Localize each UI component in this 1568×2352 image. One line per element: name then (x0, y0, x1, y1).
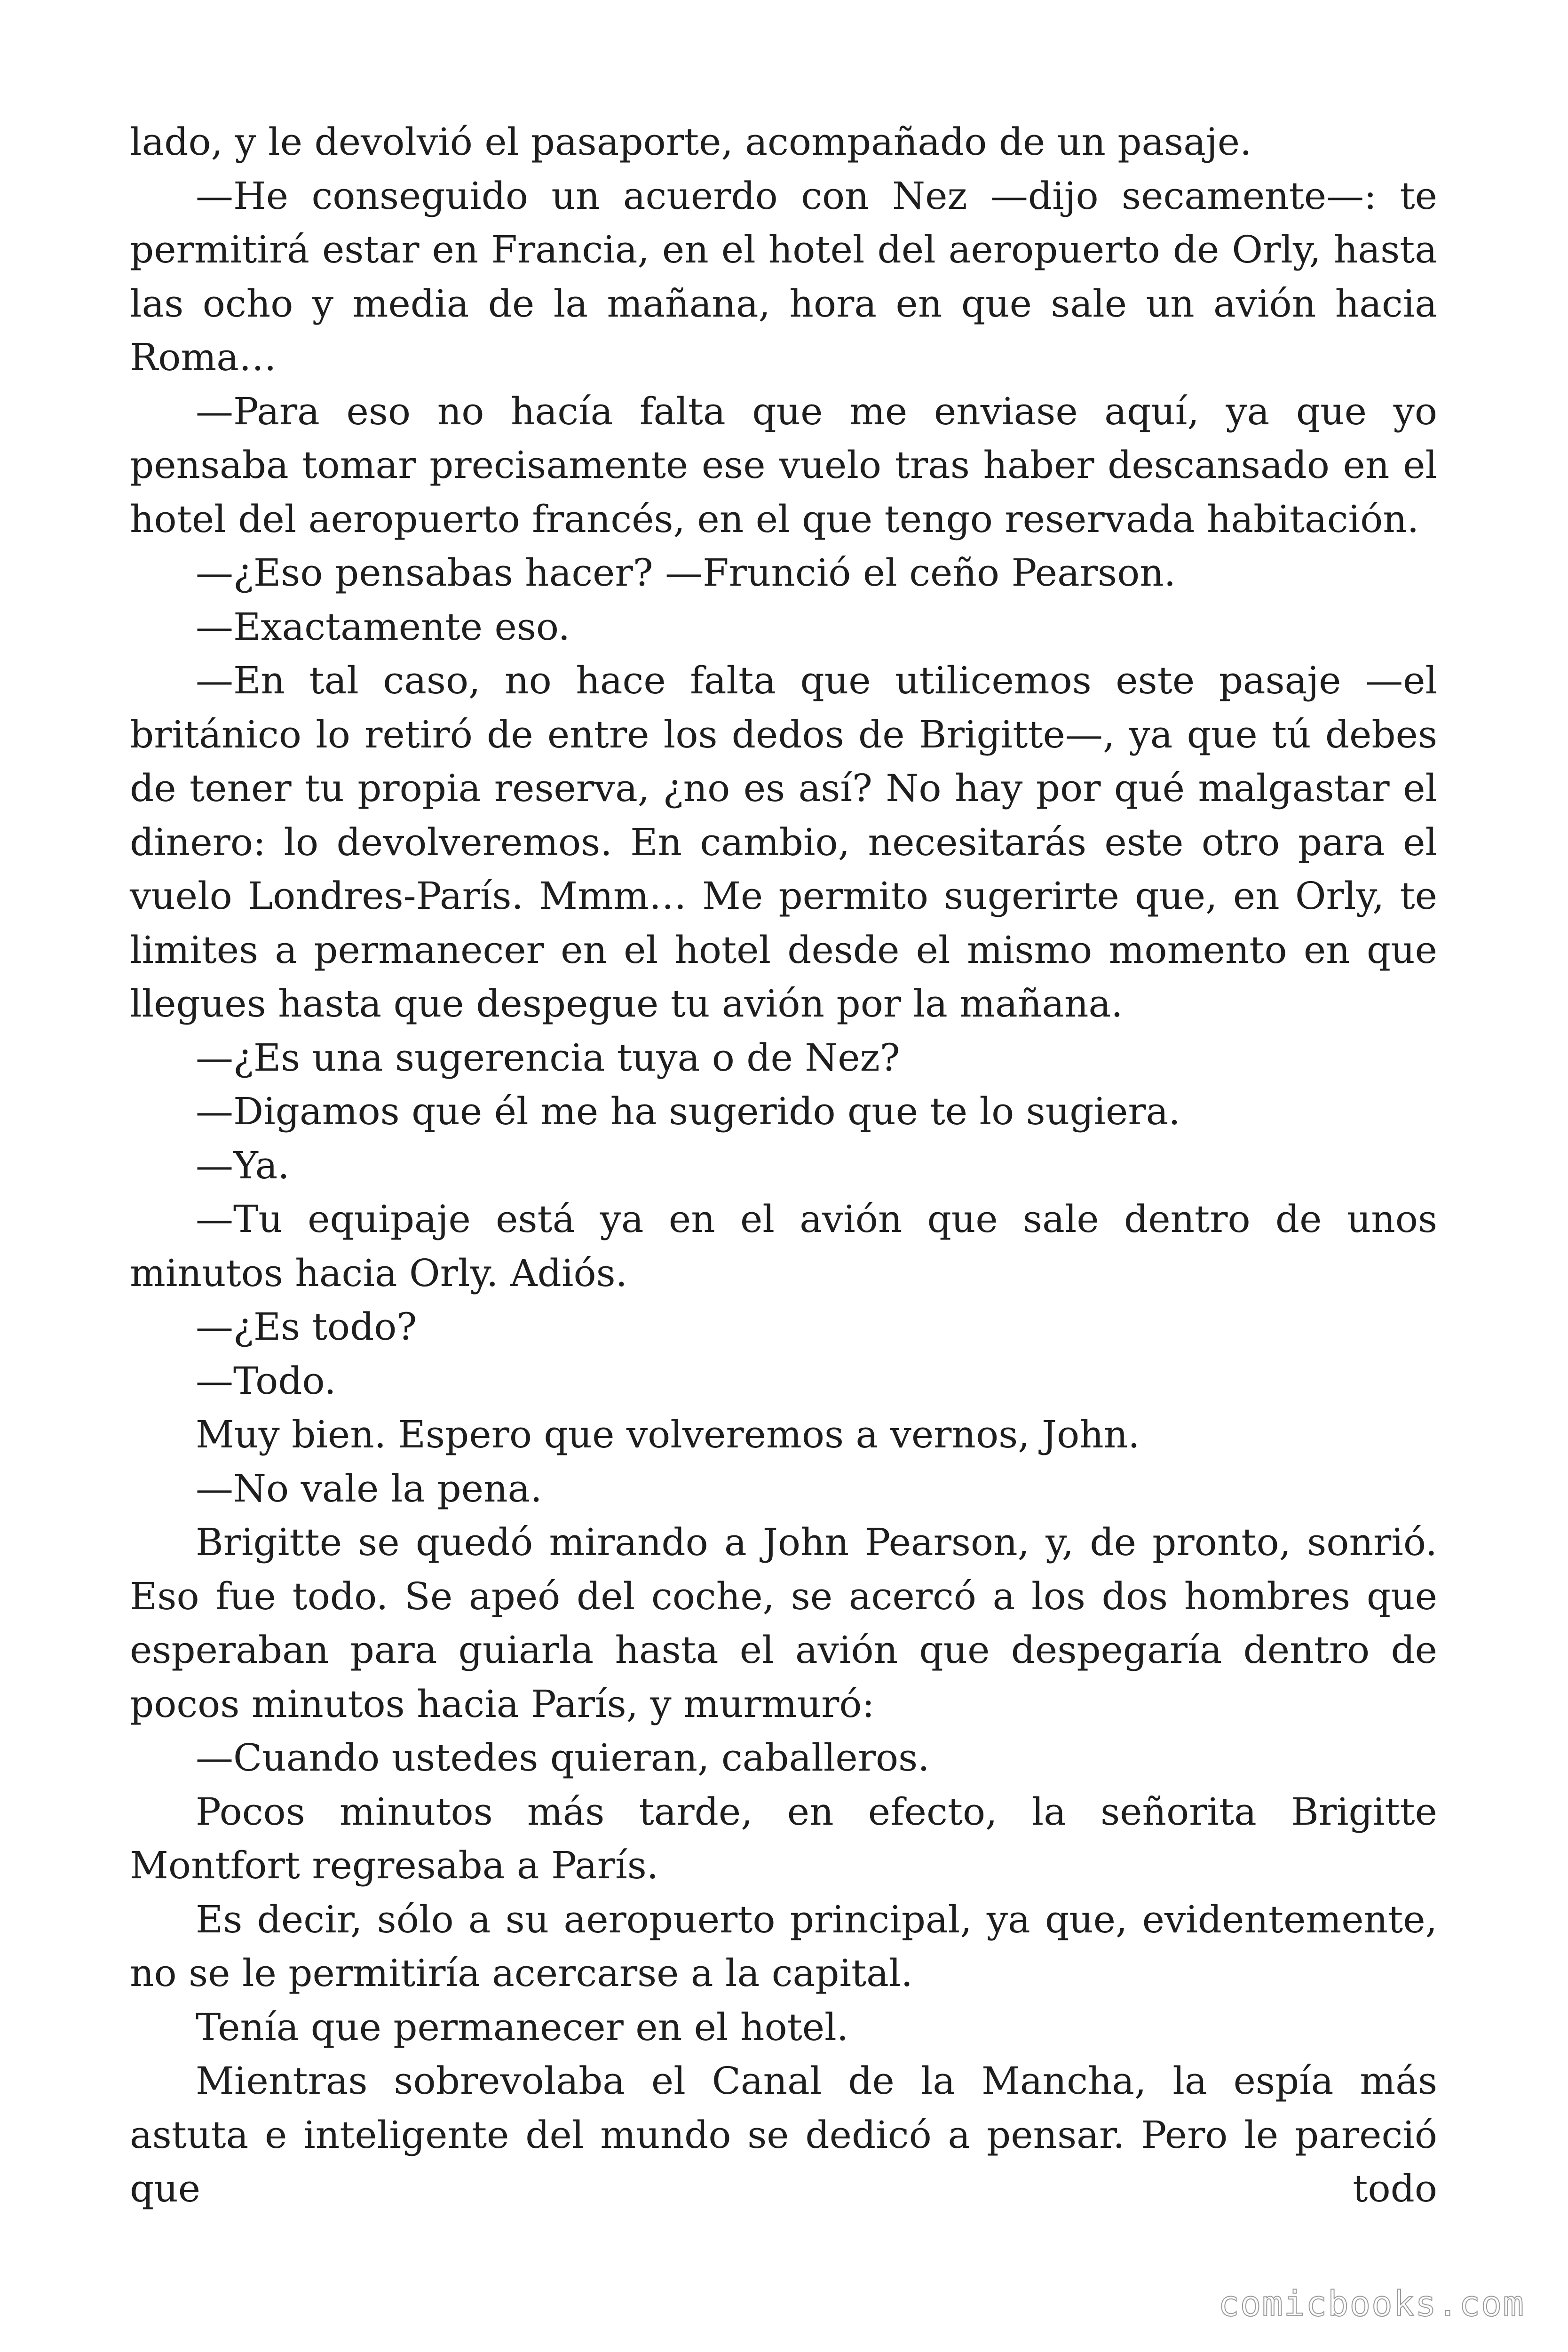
paragraph: —¿Es una sugerencia tuya o de Nez? (196, 1035, 900, 1080)
paragraph: —¿Es todo? (196, 1305, 417, 1349)
paragraph: Es decir, sólo a su aeropuerto principal, ya que, evidentemente, no se le permitiría acercarse a la capital. (130, 1897, 1437, 1995)
paragraph: —¿Eso pensabas hacer? —Frunció el ceño Pearson. (196, 551, 1176, 595)
paragraph: Mientras sobrevolaba el Canal de la Mancha, la espía más astuta e inteligente del mundo se dedicó a pensar. Pero le pareció que todo (130, 2059, 1437, 2210)
page-text (130, 115, 1437, 2216)
site-watermark: comicbooks.com (1218, 2284, 1525, 2324)
paragraph: —Digamos que él me ha sugerido que te lo sugiera. (196, 1089, 1180, 1133)
paragraph: —No vale la pena. (196, 1466, 542, 1510)
paragraph: —Para eso no hacía falta que me enviase aquí, ya que yo pensaba tomar precisamente ese vuelo tras haber descansado en el hotel del aeropuerto francés, en el que tengo reservada habitación. (130, 389, 1437, 541)
paragraph: —He conseguido un acuerdo con Nez —dijo secamente—: te permitirá estar en Francia, en el hotel del aeropuerto de Orly, hasta las ocho y media de la mañana, hora en que sale un avión hacia Roma… (130, 174, 1437, 379)
paragraph: Pocos minutos más tarde, en efecto, la señorita Brigitte Montfort regresaba a París. (130, 1789, 1437, 1887)
paragraph: lado, y le devolvió el pasaporte, acompañado de un pasaje. (130, 120, 1252, 164)
paragraph: —Ya. (196, 1143, 290, 1187)
paragraph: —Tu equipaje está ya en el avión que sale dentro de unos minutos hacia Orly. Adiós. (130, 1197, 1437, 1295)
paragraph: —En tal caso, no hace falta que utilicemos este pasaje —el británico lo retiró de entre los dedos de Brigitte—, ya que tú debes de tener tu propia reserva, ¿no es así? No hay por qué malgastar el dinero: lo devolveremos. En cambio, necesitarás este otro para el vuelo Londres-París. Mmm… Me permito sugerirte que, en Orly, te limites a permanecer en el hotel desde el mismo momento en que llegues hasta que despegue tu avión por la mañana. (130, 659, 1437, 1025)
paragraph: —Exactamente eso. (196, 604, 570, 649)
paragraph: —Cuando ustedes quieran, caballeros. (196, 1736, 930, 1780)
paragraph: Brigitte se quedó mirando a John Pearson, y, de pronto, sonrió. Eso fue todo. Se apeó del coche, se acercó a los dos hombres que esperaban para guiarla hasta el avión que despegaría dentro de pocos minutos hacia París, y murmuró: (130, 1520, 1437, 1726)
paragraph: Tenía que permanecer en el hotel. (196, 2005, 849, 2049)
paragraph: Muy bien. Espero que volveremos a vernos, John. (196, 1413, 1140, 1456)
paragraph: —Todo. (196, 1359, 336, 1403)
